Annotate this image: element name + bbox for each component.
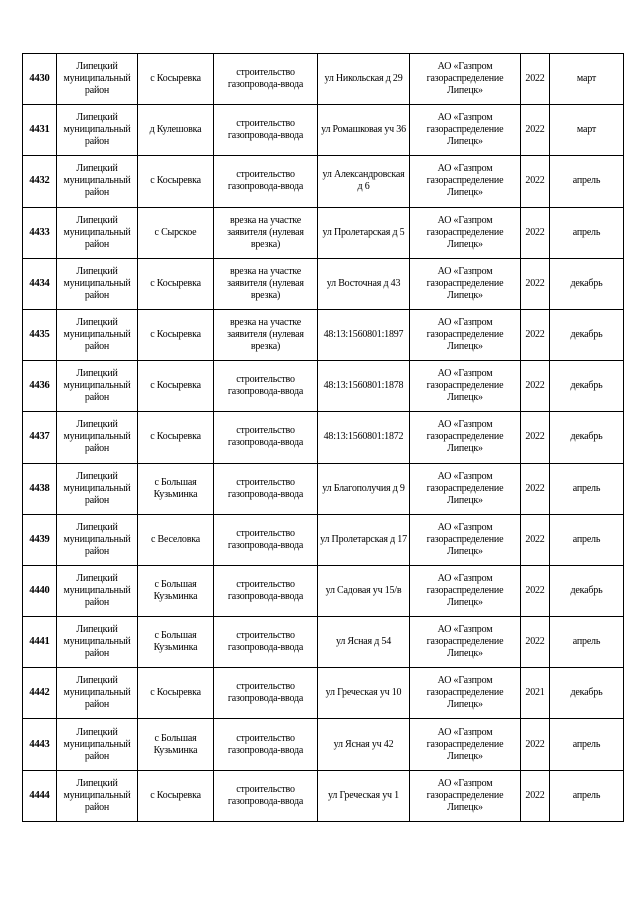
month-cell: апрель	[550, 207, 624, 258]
table-row	[23, 770, 624, 821]
work-type-cell: строительство газопровода-ввода	[214, 156, 318, 207]
organization-cell: АО «Газпром газораспределение Липецк»	[410, 258, 521, 309]
organization-cell: АО «Газпром газораспределение Липецк»	[410, 361, 521, 412]
district-cell: Липецкий муниципальный район	[57, 565, 138, 616]
row-number: 4438	[23, 463, 57, 514]
work-type-cell: строительство газопровода-ввода	[214, 617, 318, 668]
organization-cell: АО «Газпром газораспределение Липецк»	[410, 156, 521, 207]
row-number: 4441	[23, 617, 57, 668]
table-row	[23, 565, 624, 616]
district-cell: Липецкий муниципальный район	[57, 719, 138, 770]
month-cell: декабрь	[550, 361, 624, 412]
locality-cell: с Большая Кузьминка	[138, 617, 214, 668]
address-cell: ул Пролетарская д 5	[318, 207, 410, 258]
address-cell: ул Греческая уч 10	[318, 668, 410, 719]
row-number: 4431	[23, 105, 57, 156]
address-cell: ул Никольская д 29	[318, 54, 410, 105]
district-cell: Липецкий муниципальный район	[57, 207, 138, 258]
month-cell: декабрь	[550, 565, 624, 616]
locality-cell: с Большая Кузьминка	[138, 719, 214, 770]
row-number: 4444	[23, 770, 57, 821]
district-cell: Липецкий муниципальный район	[57, 258, 138, 309]
address-cell: ул Восточная д 43	[318, 258, 410, 309]
work-type-cell: врезка на участке заявителя (нулевая врезка)	[214, 258, 318, 309]
district-cell: Липецкий муниципальный район	[57, 617, 138, 668]
table-row	[23, 156, 624, 207]
work-type-cell: врезка на участке заявителя (нулевая врезка)	[214, 309, 318, 360]
address-cell: ул Греческая уч 1	[318, 770, 410, 821]
month-cell: декабрь	[550, 412, 624, 463]
address-cell: ул Ромашковая уч 36	[318, 105, 410, 156]
address-cell: ул Садовая уч 15/в	[318, 565, 410, 616]
month-cell: апрель	[550, 156, 624, 207]
year-cell: 2022	[521, 770, 550, 821]
work-type-cell: строительство газопровода-ввода	[214, 668, 318, 719]
month-cell: март	[550, 54, 624, 105]
locality-cell: с Косыревка	[138, 258, 214, 309]
district-cell: Липецкий муниципальный район	[57, 54, 138, 105]
address-cell: ул Ясная д 54	[318, 617, 410, 668]
row-number: 4432	[23, 156, 57, 207]
district-cell: Липецкий муниципальный район	[57, 514, 138, 565]
month-cell: декабрь	[550, 668, 624, 719]
table-row	[23, 207, 624, 258]
month-cell: декабрь	[550, 258, 624, 309]
year-cell: 2022	[521, 207, 550, 258]
organization-cell: АО «Газпром газораспределение Липецк»	[410, 309, 521, 360]
table-row	[23, 719, 624, 770]
row-number: 4437	[23, 412, 57, 463]
month-cell: апрель	[550, 514, 624, 565]
locality-cell: с Косыревка	[138, 668, 214, 719]
work-type-cell: строительство газопровода-ввода	[214, 361, 318, 412]
organization-cell: АО «Газпром газораспределение Липецк»	[410, 514, 521, 565]
work-type-cell: строительство газопровода-ввода	[214, 105, 318, 156]
work-type-cell: строительство газопровода-ввода	[214, 514, 318, 565]
year-cell: 2022	[521, 105, 550, 156]
month-cell: декабрь	[550, 309, 624, 360]
organization-cell: АО «Газпром газораспределение Липецк»	[410, 463, 521, 514]
address-cell: 48:13:1560801:1878	[318, 361, 410, 412]
year-cell: 2022	[521, 54, 550, 105]
locality-cell: с Большая Кузьминка	[138, 565, 214, 616]
address-cell: ул Пролетарская д 17	[318, 514, 410, 565]
row-number: 4440	[23, 565, 57, 616]
table-row	[23, 258, 624, 309]
year-cell: 2022	[521, 309, 550, 360]
locality-cell: с Косыревка	[138, 54, 214, 105]
organization-cell: АО «Газпром газораспределение Липецк»	[410, 617, 521, 668]
month-cell: апрель	[550, 719, 624, 770]
year-cell: 2022	[521, 617, 550, 668]
row-number: 4442	[23, 668, 57, 719]
organization-cell: АО «Газпром газораспределение Липецк»	[410, 105, 521, 156]
work-type-cell: строительство газопровода-ввода	[214, 719, 318, 770]
row-number: 4443	[23, 719, 57, 770]
work-type-cell: строительство газопровода-ввода	[214, 463, 318, 514]
year-cell: 2022	[521, 514, 550, 565]
locality-cell: с Сырское	[138, 207, 214, 258]
organization-cell: АО «Газпром газораспределение Липецк»	[410, 719, 521, 770]
year-cell: 2022	[521, 361, 550, 412]
locality-cell: с Косыревка	[138, 361, 214, 412]
locality-cell: с Большая Кузьминка	[138, 463, 214, 514]
table-row	[23, 617, 624, 668]
address-cell: ул Благополучия д 9	[318, 463, 410, 514]
year-cell: 2022	[521, 565, 550, 616]
year-cell: 2022	[521, 463, 550, 514]
row-number: 4434	[23, 258, 57, 309]
month-cell: апрель	[550, 770, 624, 821]
year-cell: 2022	[521, 719, 550, 770]
locality-cell: с Косыревка	[138, 770, 214, 821]
district-cell: Липецкий муниципальный район	[57, 412, 138, 463]
work-type-cell: строительство газопровода-ввода	[214, 565, 318, 616]
row-number: 4439	[23, 514, 57, 565]
organization-cell: АО «Газпром газораспределение Липецк»	[410, 207, 521, 258]
table-row	[23, 105, 624, 156]
year-cell: 2022	[521, 258, 550, 309]
table-row	[23, 514, 624, 565]
gas-connection-table	[22, 53, 624, 822]
table-row	[23, 412, 624, 463]
organization-cell: АО «Газпром газораспределение Липецк»	[410, 54, 521, 105]
row-number: 4435	[23, 309, 57, 360]
month-cell: март	[550, 105, 624, 156]
organization-cell: АО «Газпром газораспределение Липецк»	[410, 565, 521, 616]
row-number: 4433	[23, 207, 57, 258]
locality-cell: с Веселовка	[138, 514, 214, 565]
address-cell: 48:13:1560801:1897	[318, 309, 410, 360]
row-number: 4430	[23, 54, 57, 105]
locality-cell: с Косыревка	[138, 156, 214, 207]
work-type-cell: строительство газопровода-ввода	[214, 412, 318, 463]
locality-cell: с Косыревка	[138, 309, 214, 360]
work-type-cell: врезка на участке заявителя (нулевая врезка)	[214, 207, 318, 258]
district-cell: Липецкий муниципальный район	[57, 770, 138, 821]
address-cell: ул Ясная уч 42	[318, 719, 410, 770]
address-cell: ул Александровская д 6	[318, 156, 410, 207]
table-row	[23, 54, 624, 105]
district-cell: Липецкий муниципальный район	[57, 309, 138, 360]
month-cell: апрель	[550, 463, 624, 514]
work-type-cell: строительство газопровода-ввода	[214, 54, 318, 105]
organization-cell: АО «Газпром газораспределение Липецк»	[410, 412, 521, 463]
organization-cell: АО «Газпром газораспределение Липецк»	[410, 668, 521, 719]
work-type-cell: строительство газопровода-ввода	[214, 770, 318, 821]
year-cell: 2022	[521, 156, 550, 207]
table-row	[23, 463, 624, 514]
address-cell: 48:13:1560801:1872	[318, 412, 410, 463]
district-cell: Липецкий муниципальный район	[57, 463, 138, 514]
month-cell: апрель	[550, 617, 624, 668]
district-cell: Липецкий муниципальный район	[57, 105, 138, 156]
year-cell: 2022	[521, 412, 550, 463]
district-cell: Липецкий муниципальный район	[57, 361, 138, 412]
district-cell: Липецкий муниципальный район	[57, 156, 138, 207]
row-number: 4436	[23, 361, 57, 412]
table-row	[23, 668, 624, 719]
organization-cell: АО «Газпром газораспределение Липецк»	[410, 770, 521, 821]
district-cell: Липецкий муниципальный район	[57, 668, 138, 719]
table-row	[23, 309, 624, 360]
locality-cell: с Косыревка	[138, 412, 214, 463]
table-row	[23, 361, 624, 412]
year-cell: 2021	[521, 668, 550, 719]
locality-cell: д Кулешовка	[138, 105, 214, 156]
table-body	[23, 54, 624, 822]
